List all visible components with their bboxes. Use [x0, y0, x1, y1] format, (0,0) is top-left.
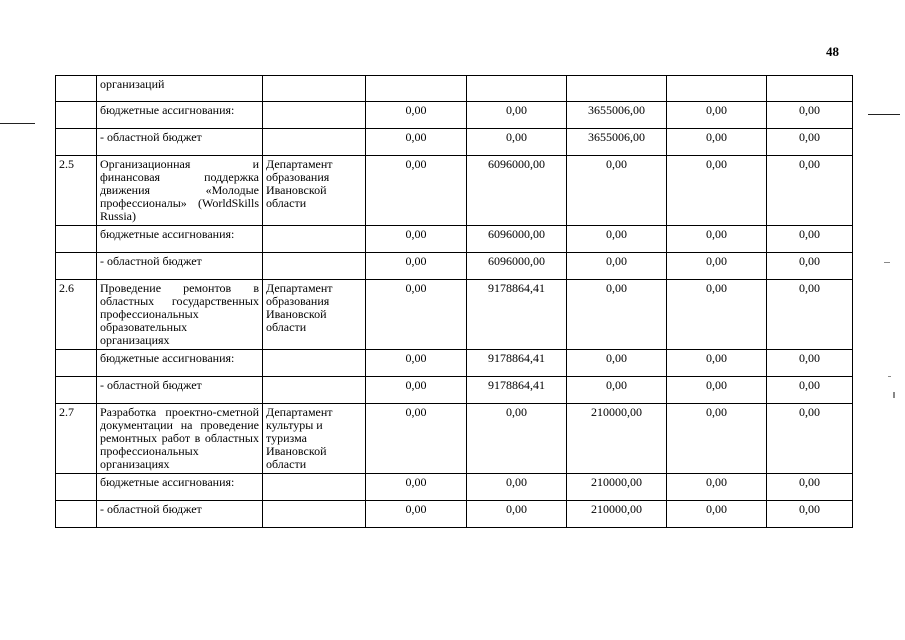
value-cell: 0,00	[667, 156, 767, 226]
value-cell: 0,00	[767, 377, 853, 404]
scan-speck	[884, 262, 890, 263]
value-cell: 0,00	[366, 501, 467, 528]
value-cell: 0,00	[467, 501, 567, 528]
table-row	[56, 253, 853, 280]
row-department: Департамент образования Ивановской области	[263, 156, 366, 226]
row-department	[263, 377, 366, 404]
row-name: Организационная и финансовая поддержка движения «Молодые профессионалы» (WorldSkills Russia)	[97, 156, 263, 226]
value-cell	[767, 76, 853, 102]
row-name: - областной бюджет	[97, 501, 263, 528]
table-row	[56, 226, 853, 253]
value-cell: 0,00	[567, 253, 667, 280]
row-department	[263, 129, 366, 156]
value-cell: 0,00	[767, 129, 853, 156]
value-cell: 210000,00	[567, 404, 667, 474]
row-name: - областной бюджет	[97, 377, 263, 404]
row-department: Департамент образования Ивановской области	[263, 280, 366, 350]
budget-table	[55, 75, 853, 528]
value-cell: 0,00	[667, 253, 767, 280]
value-cell: 9178864,41	[467, 280, 567, 350]
table-row	[56, 129, 853, 156]
value-cell: 0,00	[567, 156, 667, 226]
value-cell: 0,00	[366, 377, 467, 404]
value-cell: 3655006,00	[567, 102, 667, 129]
table-row-item	[56, 404, 853, 474]
row-name: бюджетные ассигнования:	[97, 474, 263, 501]
page-number: 48	[826, 44, 839, 59]
value-cell: 0,00	[667, 226, 767, 253]
table-row	[56, 474, 853, 501]
value-cell: 6096000,00	[467, 253, 567, 280]
value-cell: 0,00	[366, 129, 467, 156]
row-index	[56, 129, 97, 156]
table-row-item	[56, 156, 853, 226]
value-cell: 0,00	[767, 404, 853, 474]
value-cell: 0,00	[366, 253, 467, 280]
row-index	[56, 253, 97, 280]
row-department	[263, 501, 366, 528]
value-cell: 0,00	[366, 474, 467, 501]
value-cell	[667, 76, 767, 102]
value-cell: 0,00	[366, 280, 467, 350]
row-name: бюджетные ассигнования:	[97, 226, 263, 253]
row-name: организаций	[97, 76, 263, 102]
value-cell: 9178864,41	[467, 377, 567, 404]
value-cell: 0,00	[567, 280, 667, 350]
table-row	[56, 350, 853, 377]
value-cell: 0,00	[366, 102, 467, 129]
value-cell: 0,00	[567, 350, 667, 377]
row-name: бюджетные ассигнования:	[97, 350, 263, 377]
value-cell: 0,00	[767, 350, 853, 377]
row-index	[56, 501, 97, 528]
value-cell: 0,00	[767, 280, 853, 350]
value-cell: 0,00	[767, 102, 853, 129]
value-cell: 0,00	[667, 350, 767, 377]
scan-speck	[893, 392, 895, 398]
value-cell: 9178864,41	[467, 350, 567, 377]
row-name: Проведение ремонтов в областных государственных профессиональных образовательных организациях	[97, 280, 263, 350]
value-cell: 0,00	[567, 226, 667, 253]
right-margin-mark	[868, 114, 900, 115]
value-cell: 0,00	[667, 280, 767, 350]
table-row	[56, 76, 853, 102]
value-cell: 0,00	[567, 377, 667, 404]
row-index	[56, 226, 97, 253]
value-cell: 0,00	[467, 474, 567, 501]
value-cell: 210000,00	[567, 474, 667, 501]
row-department	[263, 253, 366, 280]
row-department	[263, 474, 366, 501]
value-cell: 0,00	[467, 404, 567, 474]
row-index	[56, 102, 97, 129]
value-cell: 0,00	[767, 253, 853, 280]
row-department	[263, 102, 366, 129]
value-cell: 0,00	[366, 226, 467, 253]
row-name: - областной бюджет	[97, 253, 263, 280]
value-cell: 0,00	[667, 474, 767, 501]
row-index	[56, 377, 97, 404]
value-cell: 0,00	[767, 226, 853, 253]
value-cell: 0,00	[667, 102, 767, 129]
table-row	[56, 501, 853, 528]
value-cell: 0,00	[767, 156, 853, 226]
value-cell: 210000,00	[567, 501, 667, 528]
value-cell: 0,00	[767, 501, 853, 528]
value-cell: 0,00	[467, 102, 567, 129]
row-index: 2.7	[56, 404, 97, 474]
row-index	[56, 350, 97, 377]
value-cell: 0,00	[366, 156, 467, 226]
row-department: Департамент культуры и туризма Ивановской области	[263, 404, 366, 474]
value-cell: 0,00	[667, 377, 767, 404]
value-cell: 0,00	[667, 129, 767, 156]
table-row	[56, 102, 853, 129]
row-department	[263, 350, 366, 377]
row-name: бюджетные ассигнования:	[97, 102, 263, 129]
row-department	[263, 226, 366, 253]
table-row	[56, 377, 853, 404]
row-index	[56, 76, 97, 102]
row-name: Разработка проектно-сметной документации на проведение ремонтных работ в областных профессиональных организациях	[97, 404, 263, 474]
value-cell: 3655006,00	[567, 129, 667, 156]
row-index: 2.6	[56, 280, 97, 350]
value-cell	[467, 76, 567, 102]
value-cell: 0,00	[366, 350, 467, 377]
row-index	[56, 474, 97, 501]
value-cell: 0,00	[467, 129, 567, 156]
left-margin-mark	[0, 123, 35, 124]
table-row-item	[56, 280, 853, 350]
value-cell	[366, 76, 467, 102]
row-name: - областной бюджет	[97, 129, 263, 156]
scan-speck	[888, 376, 891, 377]
value-cell: 6096000,00	[467, 226, 567, 253]
row-index: 2.5	[56, 156, 97, 226]
value-cell: 0,00	[767, 474, 853, 501]
value-cell: 6096000,00	[467, 156, 567, 226]
value-cell	[567, 76, 667, 102]
value-cell: 0,00	[667, 501, 767, 528]
value-cell: 0,00	[366, 404, 467, 474]
value-cell: 0,00	[667, 404, 767, 474]
row-department	[263, 76, 366, 102]
